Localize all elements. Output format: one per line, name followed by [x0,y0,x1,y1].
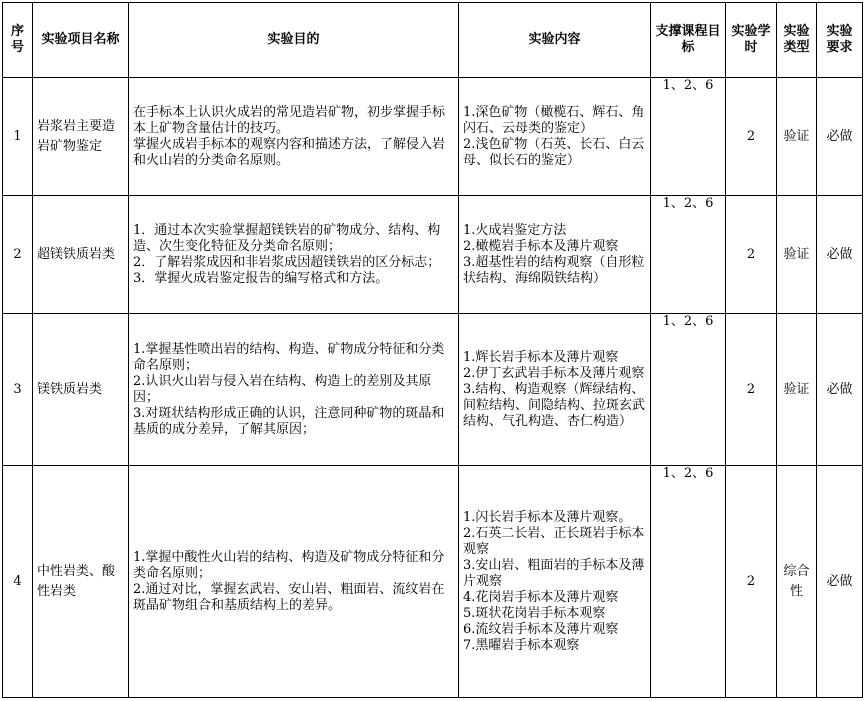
row-type: 综合性 [777,466,817,698]
row-purpose: 1．通过本次实验掌握超镁铁岩的矿物成分、结构、构造、次生变化特征及分类命名原则； 2．了解岩浆成因和非岩浆成因超镁铁岩的区分标志； 3．掌握火成岩鉴定报告的编写格式和方法。 [129,196,459,314]
row-purpose: 在手标本上认识火成岩的常见造岩矿物，初步掌握手标本上矿物含量估计的技巧。 掌握火成岩手标本的观察内容和描述方法，了解侵入岩和火山岩的分类命名原则。 [129,78,459,196]
row-req: 必做 [817,314,863,466]
row-content: 1.深色矿物（橄榄石、辉石、角闪石、云母类的鉴定） 2.浅色矿物（石英、长石、白云母、似长石的鉴定） [459,78,651,196]
row-seq: 2 [3,196,33,314]
row-name: 岩浆岩主要造岩矿物鉴定 [33,78,129,196]
row-req: 必做 [817,466,863,698]
row-type: 验证 [777,314,817,466]
row-content: 1.辉长岩手标本及薄片观察 2.伊丁玄武岩手标本及薄片观察 3.结构、构造观察（辉绿结构、间粒结构、间隐结构、拉斑玄武结构、气孔构造、杏仁构造） [459,314,651,466]
row-req: 必做 [817,78,863,196]
row-name: 镁铁质岩类 [33,314,129,466]
header-purpose: 实验目的 [129,3,459,78]
row-goal: 1、2、6 [651,196,726,314]
row-req: 必做 [817,196,863,314]
row-type: 验证 [777,196,817,314]
table-row [3,314,863,466]
header-content: 实验内容 [459,3,651,78]
table-row [3,196,863,314]
row-goal: 1、2、6 [651,78,726,196]
row-seq: 4 [3,466,33,698]
table-row [3,78,863,196]
row-goal: 1、2、6 [651,314,726,466]
experiment-table [2,2,863,698]
row-hours: 2 [726,196,777,314]
header-goal: 支撑课程目标 [651,3,726,78]
row-purpose: 1.掌握中酸性火山岩的结构、构造及矿物成分特征和分类命名原则； 2.通过对比，掌握玄武岩、安山岩、粗面岩、流纹岩在斑晶矿物组合和基质结构上的差异。 [129,466,459,698]
table-row [3,466,863,698]
row-name: 中性岩类、酸性岩类 [33,466,129,698]
row-seq: 3 [3,314,33,466]
header-req: 实验要求 [817,3,863,78]
header-row [3,3,863,78]
row-content: 1.火成岩鉴定方法 2.橄榄岩手标本及薄片观察 3.超基性岩的结构观察（自形粒状结构、海绵陨铁结构） [459,196,651,314]
row-content: 1.闪长岩手标本及薄片观察。 2.石英二长岩、正长斑岩手标本观察 3.安山岩、粗面岩的手标本及薄片观察 4.花岗岩手标本及薄片观察 5.斑状花岗岩手标本观察 6.流纹岩手标本及薄片观察 7.黑曜岩手标本观察 [459,466,651,698]
row-goal: 1、2、6 [651,466,726,698]
row-hours: 2 [726,78,777,196]
header-hours: 实验学时 [726,3,777,78]
row-hours: 2 [726,314,777,466]
row-purpose: 1.掌握基性喷出岩的结构、构造、矿物成分特征和分类命名原则； 2.认识火山岩与侵入岩在结构、构造上的差别及其原因； 3.对斑状结构形成正确的认识，注意同种矿物的斑晶和基质的成分差异，了解其原因； [129,314,459,466]
row-name: 超镁铁质岩类 [33,196,129,314]
header-type: 实验类型 [777,3,817,78]
row-hours: 2 [726,466,777,698]
row-seq: 1 [3,78,33,196]
row-type: 验证 [777,78,817,196]
header-name: 实验项目名称 [33,3,129,78]
header-seq: 序号 [3,3,33,78]
